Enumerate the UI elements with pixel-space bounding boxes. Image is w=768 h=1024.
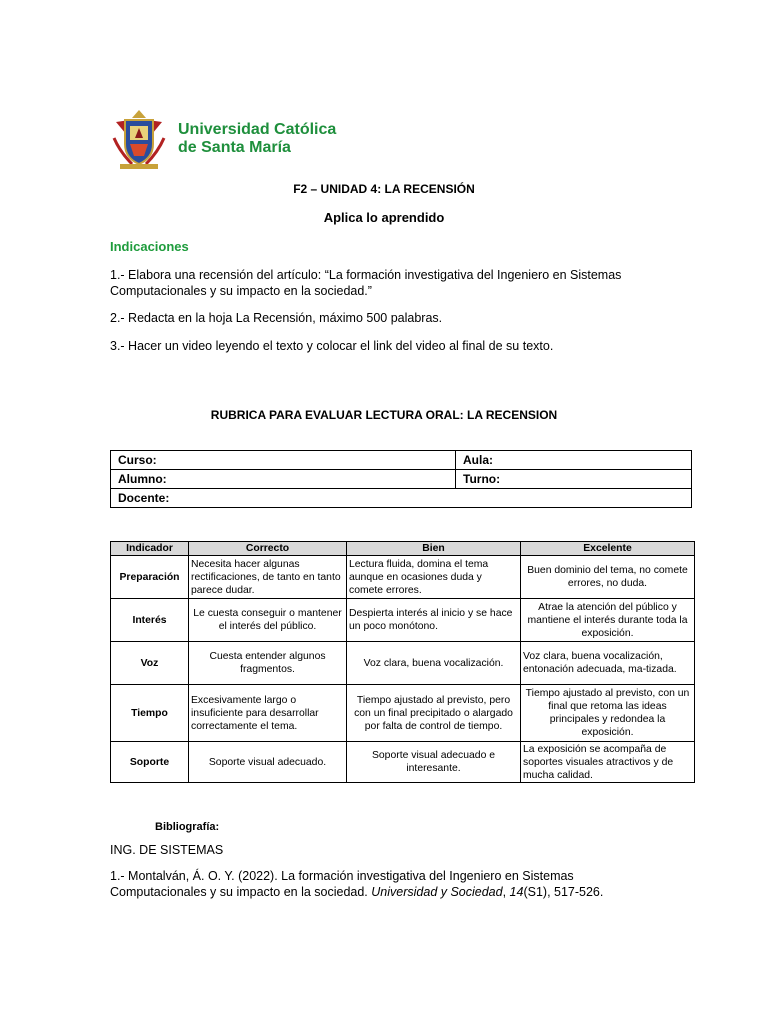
rubric-row — [111, 642, 695, 685]
university-crest-icon — [110, 108, 168, 170]
rubric-row — [111, 685, 695, 742]
ref-suffix: (S1), 517-526. — [523, 885, 604, 899]
bibliography-reference — [110, 868, 670, 900]
document-subtitle: Aplica lo aprendido — [323, 210, 445, 225]
ref-sep: , — [502, 885, 510, 899]
rubric-row — [111, 556, 695, 599]
header-indicador: Indicador — [111, 542, 189, 556]
university-logo — [110, 108, 350, 170]
university-name-line2: de Santa María — [178, 139, 291, 156]
rubric-row — [111, 599, 695, 642]
university-name-line1: Universidad Católica — [178, 121, 337, 138]
info-row — [111, 470, 692, 489]
excelente-cell: La exposición se acompaña de soportes visuales atractivos y de mucha calidad. — [521, 742, 695, 783]
indication-item-3: 3.- Hacer un video leyendo el texto y colocar el link del video al final de su texto. — [110, 339, 554, 353]
correcto-cell: Cuesta entender algunos fragmentos. — [189, 642, 347, 685]
correcto-cell: Excesivamente largo o insuficiente para desarrollar correctamente el tema. — [189, 685, 347, 742]
indication-item-2: 2.- Redacta en la hoja La Recensión, máximo 500 palabras. — [110, 311, 443, 325]
indicator-cell: Interés — [111, 599, 189, 642]
rubric-row — [111, 742, 695, 783]
ref-volume: 14 — [509, 885, 524, 899]
excelente-cell: Buen dominio del tema, no comete errores, no duda. — [521, 556, 695, 599]
indicator-cell: Preparación — [111, 556, 189, 599]
header-correcto: Correcto — [189, 542, 347, 556]
document-title: F2 – UNIDAD 4: LA RECENSIÓN — [293, 182, 475, 196]
info-row — [111, 451, 692, 470]
indications-heading: Indicaciones — [110, 239, 189, 254]
student-info-table — [110, 450, 692, 508]
excelente-cell: Voz clara, buena vocalización, entonación adecuada, ma-tizada. — [521, 642, 695, 685]
rubric-title: RUBRICA PARA EVALUAR LECTURA ORAL: LA RECENSION — [210, 408, 558, 422]
alumno-field: Alumno: — [111, 470, 456, 489]
turno-field: Turno: — [456, 470, 692, 489]
header-bien: Bien — [347, 542, 521, 556]
bien-cell: Voz clara, buena vocalización. — [347, 642, 521, 685]
correcto-cell: Necesita hacer algunas rectificaciones, de tanto en tanto parece dudar. — [189, 556, 347, 599]
indicator-cell: Voz — [111, 642, 189, 685]
indication-item-1: 1.- Elabora una recensión del artículo: “La formación investigativa del Ingeniero en Sistemas Computacionales y su impacto en la sociedad.” — [110, 268, 622, 298]
bien-cell: Lectura fluida, domina el tema aunque en ocasiones duda y comete errores. — [347, 556, 521, 599]
excelente-cell: Atrae la atención del público y mantiene el interés durante toda la exposición. — [521, 599, 695, 642]
ref-journal: Universidad y Sociedad — [371, 885, 503, 899]
excelente-cell: Tiempo ajustado al previsto, con un final que retoma las ideas principales y redondea la exposición. — [521, 685, 695, 742]
indicator-cell: Soporte — [111, 742, 189, 783]
program-name: ING. DE SISTEMAS — [110, 843, 224, 857]
header-excelente: Excelente — [521, 542, 695, 556]
info-row — [111, 489, 692, 508]
bien-cell: Despierta interés al inicio y se hace un poco monótono. — [347, 599, 521, 642]
rubric-table — [110, 541, 695, 783]
correcto-cell: Le cuesta conseguir o mantener el interés del público. — [189, 599, 347, 642]
bibliography-heading: Bibliografía: — [155, 821, 220, 833]
ref-prefix: 1.- Montalván, Á. O. Y. (2022). La formación investigativa del Ingeniero en Sistemas Computacionales y su impacto en la sociedad. — [110, 869, 574, 899]
bien-cell: Tiempo ajustado al previsto, pero con un final precipitado o alargado por falta de control de tiempo. — [347, 685, 521, 742]
docente-field: Docente: — [111, 489, 692, 508]
bien-cell: Soporte visual adecuado e interesante. — [347, 742, 521, 783]
rubric-header-row — [111, 542, 695, 556]
university-name — [178, 121, 336, 157]
correcto-cell: Soporte visual adecuado. — [189, 742, 347, 783]
aula-field: Aula: — [456, 451, 692, 470]
curso-field: Curso: — [111, 451, 456, 470]
indicator-cell: Tiempo — [111, 685, 189, 742]
